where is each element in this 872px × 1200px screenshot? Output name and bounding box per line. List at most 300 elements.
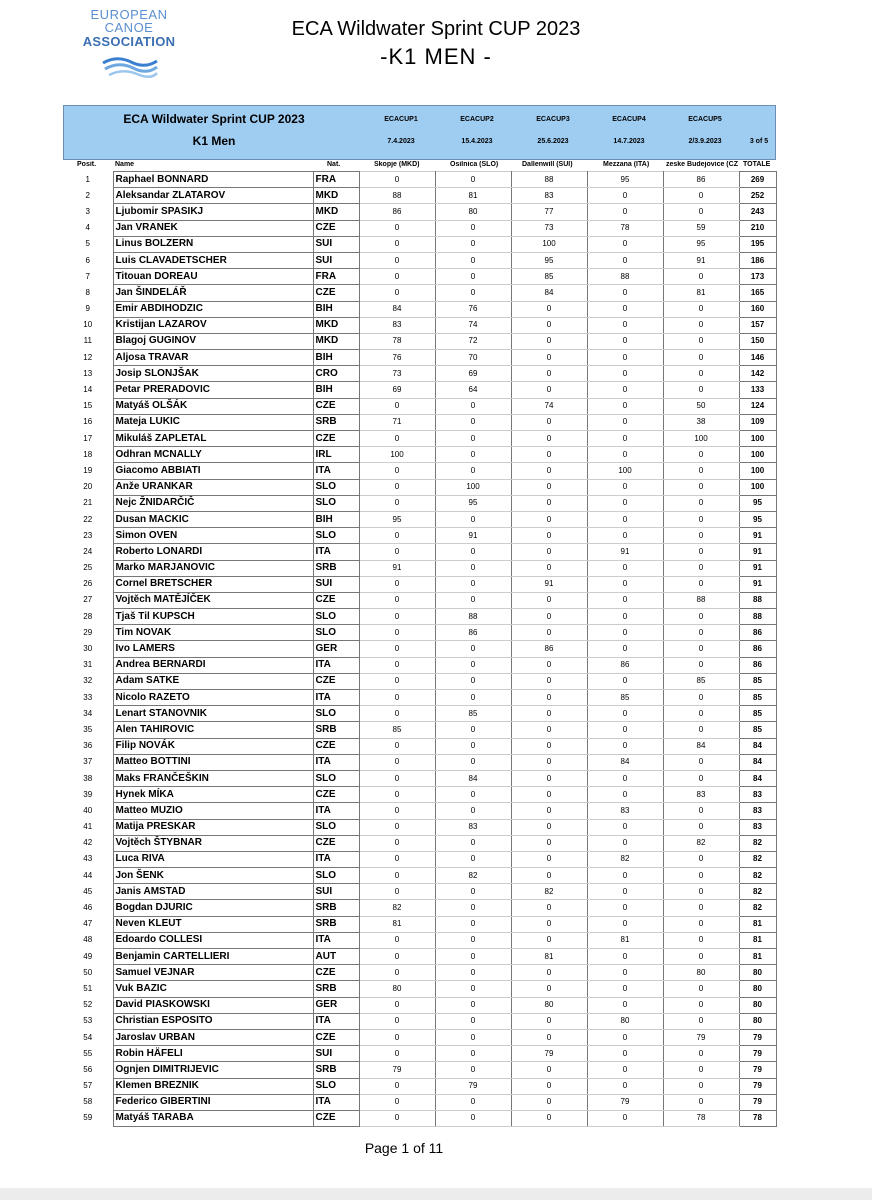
osilnica-points-cell: 0 — [435, 997, 511, 1013]
budejovice-points-cell: 0 — [663, 657, 739, 673]
total-points-cell: 91 — [739, 528, 776, 544]
position-cell: 8 — [63, 285, 113, 301]
table-row — [63, 625, 776, 641]
table-row — [63, 269, 776, 285]
total-points-cell: 95 — [739, 495, 776, 511]
athlete-name-cell: Klemen BREZNIK — [113, 1078, 313, 1094]
position-cell: 21 — [63, 495, 113, 511]
athlete-name-cell: Jan ŠINDELÁŘ — [113, 285, 313, 301]
total-points-cell: 80 — [739, 981, 776, 997]
logo-line-european: EUROPEAN — [90, 7, 168, 22]
mezzana-points-cell: 0 — [587, 301, 663, 317]
nation-cell: SLO — [313, 609, 359, 625]
skopje-points-cell: 0 — [359, 1029, 435, 1045]
column-headers — [63, 160, 776, 171]
dallenwill-points-cell: 0 — [511, 690, 587, 706]
skopje-points-cell: 0 — [359, 220, 435, 236]
mezzana-points-cell: 0 — [587, 252, 663, 268]
dallenwill-points-cell: 0 — [511, 916, 587, 932]
athlete-name-cell: Robin HÄFELI — [113, 1046, 313, 1062]
total-points-cell: 82 — [739, 884, 776, 900]
dallenwill-points-cell: 0 — [511, 495, 587, 511]
total-points-cell: 85 — [739, 690, 776, 706]
mezzana-points-cell: 0 — [587, 495, 663, 511]
mezzana-points-cell: 0 — [587, 1110, 663, 1126]
dallenwill-points-cell: 79 — [511, 1046, 587, 1062]
budejovice-points-cell: 0 — [663, 188, 739, 204]
dallenwill-points-cell: 0 — [511, 1062, 587, 1078]
mezzana-points-cell: 0 — [587, 706, 663, 722]
col-header-budejovice: zeske Budejovice (CZ — [666, 161, 738, 168]
osilnica-points-cell: 82 — [435, 868, 511, 884]
mezzana-points-cell: 0 — [587, 592, 663, 608]
skopje-points-cell: 0 — [359, 398, 435, 414]
dallenwill-points-cell: 0 — [511, 1078, 587, 1094]
dallenwill-points-cell: 0 — [511, 528, 587, 544]
mezzana-points-cell: 0 — [587, 900, 663, 916]
skopje-points-cell: 0 — [359, 592, 435, 608]
osilnica-points-cell: 0 — [435, 738, 511, 754]
mezzana-points-cell: 0 — [587, 981, 663, 997]
mezzana-points-cell: 0 — [587, 333, 663, 349]
osilnica-points-cell: 0 — [435, 965, 511, 981]
osilnica-points-cell: 0 — [435, 285, 511, 301]
osilnica-points-cell: 0 — [435, 511, 511, 527]
mezzana-points-cell: 0 — [587, 625, 663, 641]
total-points-cell: 85 — [739, 722, 776, 738]
total-points-cell: 82 — [739, 851, 776, 867]
dallenwill-points-cell: 0 — [511, 414, 587, 430]
nation-cell: ITA — [313, 657, 359, 673]
mezzana-points-cell: 0 — [587, 479, 663, 495]
osilnica-points-cell: 72 — [435, 333, 511, 349]
table-row — [63, 301, 776, 317]
mezzana-points-cell: 0 — [587, 511, 663, 527]
cup-date: 7.4.2023 — [387, 138, 415, 145]
cup-date: 15.4.2023 — [461, 138, 493, 145]
table-row — [63, 463, 776, 479]
budejovice-points-cell: 0 — [663, 528, 739, 544]
total-points-cell: 173 — [739, 269, 776, 285]
athlete-name-cell: Jan VRANEK — [113, 220, 313, 236]
dallenwill-points-cell: 0 — [511, 787, 587, 803]
table-row — [63, 722, 776, 738]
budejovice-points-cell: 0 — [663, 560, 739, 576]
nation-cell: BIH — [313, 382, 359, 398]
nation-cell: CZE — [313, 787, 359, 803]
athlete-name-cell: Jaroslav URBAN — [113, 1029, 313, 1045]
dallenwill-points-cell: 0 — [511, 382, 587, 398]
skopje-points-cell: 0 — [359, 252, 435, 268]
position-cell: 17 — [63, 431, 113, 447]
mezzana-points-cell: 0 — [587, 1046, 663, 1062]
nation-cell: SUI — [313, 884, 359, 900]
table-row — [63, 1062, 776, 1078]
dallenwill-points-cell: 100 — [511, 236, 587, 252]
mezzana-points-cell: 0 — [587, 576, 663, 592]
mezzana-points-cell: 81 — [587, 932, 663, 948]
athlete-name-cell: Giacomo ABBIATI — [113, 463, 313, 479]
position-cell: 13 — [63, 366, 113, 382]
mezzana-points-cell: 0 — [587, 431, 663, 447]
osilnica-points-cell: 86 — [435, 625, 511, 641]
athlete-name-cell: Matteo BOTTINI — [113, 754, 313, 770]
table-row — [63, 252, 776, 268]
osilnica-points-cell: 0 — [435, 447, 511, 463]
dallenwill-points-cell: 82 — [511, 884, 587, 900]
skopje-points-cell: 0 — [359, 787, 435, 803]
mezzana-points-cell: 86 — [587, 657, 663, 673]
skopje-points-cell: 100 — [359, 447, 435, 463]
athlete-name-cell: David PIASKOWSKI — [113, 997, 313, 1013]
skopje-points-cell: 0 — [359, 673, 435, 689]
dallenwill-points-cell: 0 — [511, 431, 587, 447]
table-row — [63, 431, 776, 447]
nation-cell: ITA — [313, 690, 359, 706]
skopje-points-cell: 0 — [359, 609, 435, 625]
skopje-points-cell: 0 — [359, 1078, 435, 1094]
athlete-name-cell: Maks FRANČEŠKIN — [113, 770, 313, 786]
total-points-cell: 79 — [739, 1046, 776, 1062]
table-row — [63, 1046, 776, 1062]
dallenwill-points-cell: 0 — [511, 625, 587, 641]
budejovice-points-cell: 0 — [663, 851, 739, 867]
col-header-nat: Nat. — [327, 161, 341, 168]
total-points-cell: 91 — [739, 576, 776, 592]
dallenwill-points-cell: 0 — [511, 722, 587, 738]
nation-cell: SLO — [313, 528, 359, 544]
mezzana-points-cell: 0 — [587, 1029, 663, 1045]
mezzana-points-cell: 0 — [587, 673, 663, 689]
total-points-cell: 150 — [739, 333, 776, 349]
position-cell: 33 — [63, 690, 113, 706]
nation-cell: SUI — [313, 1046, 359, 1062]
athlete-name-cell: Petar PRERADOVIC — [113, 382, 313, 398]
athlete-name-cell: Neven KLEUT — [113, 916, 313, 932]
position-cell: 16 — [63, 414, 113, 430]
osilnica-points-cell: 0 — [435, 576, 511, 592]
position-cell: 25 — [63, 560, 113, 576]
athlete-name-cell: Nicolo RAZETO — [113, 690, 313, 706]
skopje-points-cell: 0 — [359, 625, 435, 641]
budejovice-points-cell: 0 — [663, 479, 739, 495]
osilnica-points-cell: 0 — [435, 1029, 511, 1045]
skopje-points-cell: 0 — [359, 1094, 435, 1110]
nation-cell: BIH — [313, 301, 359, 317]
total-points-cell: 91 — [739, 560, 776, 576]
table-row — [63, 528, 776, 544]
athlete-name-cell: Odhran MCNALLY — [113, 447, 313, 463]
table-row — [63, 1094, 776, 1110]
skopje-points-cell: 0 — [359, 431, 435, 447]
athlete-name-cell: Blagoj GUGINOV — [113, 333, 313, 349]
osilnica-points-cell: 83 — [435, 819, 511, 835]
budejovice-points-cell: 85 — [663, 673, 739, 689]
cup-label: ECACUP4 — [612, 116, 646, 123]
athlete-name-cell: Jon ŠENK — [113, 868, 313, 884]
mezzana-points-cell: 88 — [587, 269, 663, 285]
total-points-cell: 81 — [739, 916, 776, 932]
budejovice-points-cell: 0 — [663, 900, 739, 916]
nation-cell: ITA — [313, 754, 359, 770]
table-row — [63, 495, 776, 511]
mezzana-points-cell: 0 — [587, 916, 663, 932]
budejovice-points-cell: 0 — [663, 932, 739, 948]
skopje-points-cell: 73 — [359, 366, 435, 382]
nation-cell: SRB — [313, 560, 359, 576]
osilnica-points-cell: 0 — [435, 851, 511, 867]
athlete-name-cell: Filip NOVÁK — [113, 738, 313, 754]
table-row — [63, 366, 776, 382]
athlete-name-cell: Bogdan DJURIC — [113, 900, 313, 916]
col-header-skopje: Skopje (MKD) — [374, 161, 420, 168]
total-points-cell: 78 — [739, 1110, 776, 1126]
skopje-points-cell: 80 — [359, 981, 435, 997]
position-cell: 27 — [63, 592, 113, 608]
dallenwill-points-cell: 95 — [511, 252, 587, 268]
col-header-osilnica: Osilnica (SLO) — [450, 161, 499, 168]
budejovice-points-cell: 0 — [663, 997, 739, 1013]
total-points-cell: 82 — [739, 835, 776, 851]
athlete-name-cell: Andrea BERNARDI — [113, 657, 313, 673]
skopje-points-cell: 0 — [359, 770, 435, 786]
results-sheet — [63, 105, 776, 1127]
table-row — [63, 236, 776, 252]
skopje-points-cell: 0 — [359, 528, 435, 544]
skopje-points-cell: 0 — [359, 269, 435, 285]
athlete-name-cell: Simon OVEN — [113, 528, 313, 544]
skopje-points-cell: 78 — [359, 333, 435, 349]
dallenwill-points-cell: 0 — [511, 803, 587, 819]
athlete-name-cell: Matteo MUZIO — [113, 803, 313, 819]
budejovice-points-cell: 0 — [663, 495, 739, 511]
bottom-strip — [0, 1188, 872, 1200]
budejovice-points-cell: 95 — [663, 236, 739, 252]
nation-cell: ITA — [313, 851, 359, 867]
cup-label: ECACUP2 — [460, 116, 494, 123]
nation-cell: SUI — [313, 236, 359, 252]
athlete-name-cell: Christian ESPOSITO — [113, 1013, 313, 1029]
total-points-cell: 85 — [739, 673, 776, 689]
table-row — [63, 673, 776, 689]
total-points-cell: 269 — [739, 172, 776, 188]
position-cell: 34 — [63, 706, 113, 722]
dallenwill-points-cell: 0 — [511, 1094, 587, 1110]
skopje-points-cell: 86 — [359, 204, 435, 220]
total-points-cell: 79 — [739, 1029, 776, 1045]
table-row — [63, 172, 776, 188]
total-points-cell: 86 — [739, 657, 776, 673]
skopje-points-cell: 0 — [359, 738, 435, 754]
nation-cell: ITA — [313, 544, 359, 560]
total-points-cell: 80 — [739, 1013, 776, 1029]
position-cell: 12 — [63, 350, 113, 366]
skopje-points-cell: 0 — [359, 803, 435, 819]
total-points-cell: 88 — [739, 592, 776, 608]
mezzana-points-cell: 0 — [587, 204, 663, 220]
skopje-points-cell: 0 — [359, 657, 435, 673]
total-points-cell: 100 — [739, 479, 776, 495]
table-row — [63, 285, 776, 301]
position-cell: 53 — [63, 1013, 113, 1029]
osilnica-points-cell: 0 — [435, 932, 511, 948]
position-cell: 32 — [63, 673, 113, 689]
athlete-name-cell: Aljosa TRAVAR — [113, 350, 313, 366]
budejovice-points-cell: 88 — [663, 592, 739, 608]
dallenwill-points-cell: 0 — [511, 932, 587, 948]
budejovice-points-cell: 0 — [663, 333, 739, 349]
dallenwill-points-cell: 88 — [511, 172, 587, 188]
budejovice-points-cell: 0 — [663, 1013, 739, 1029]
dallenwill-points-cell: 0 — [511, 770, 587, 786]
table-row — [63, 835, 776, 851]
total-points-cell: 84 — [739, 770, 776, 786]
sheet-subtitle: K1 Men — [192, 134, 236, 148]
nation-cell: SLO — [313, 819, 359, 835]
position-cell: 7 — [63, 269, 113, 285]
skopje-points-cell: 85 — [359, 722, 435, 738]
results-table — [63, 171, 777, 1127]
osilnica-points-cell: 0 — [435, 787, 511, 803]
mezzana-points-cell: 0 — [587, 884, 663, 900]
position-cell: 1 — [63, 172, 113, 188]
mezzana-points-cell: 0 — [587, 641, 663, 657]
nation-cell: FRA — [313, 172, 359, 188]
dallenwill-points-cell: 0 — [511, 447, 587, 463]
col-header-dallenwill: Dallenwill (SUI) — [522, 161, 573, 168]
table-row — [63, 1110, 776, 1126]
osilnica-points-cell: 100 — [435, 479, 511, 495]
nation-cell: GER — [313, 997, 359, 1013]
osilnica-points-cell: 81 — [435, 188, 511, 204]
nation-cell: FRA — [313, 269, 359, 285]
nation-cell: SLO — [313, 1078, 359, 1094]
total-points-cell: 160 — [739, 301, 776, 317]
cup-label: ECACUP1 — [384, 116, 418, 123]
mezzana-points-cell: 85 — [587, 690, 663, 706]
athlete-name-cell: Josip SLONJŠAK — [113, 366, 313, 382]
nation-cell: CZE — [313, 220, 359, 236]
dallenwill-points-cell: 0 — [511, 851, 587, 867]
mezzana-points-cell: 0 — [587, 188, 663, 204]
mezzana-points-cell: 0 — [587, 382, 663, 398]
mezzana-points-cell: 91 — [587, 544, 663, 560]
skopje-points-cell: 0 — [359, 641, 435, 657]
mezzana-points-cell: 0 — [587, 738, 663, 754]
table-row — [63, 997, 776, 1013]
position-cell: 36 — [63, 738, 113, 754]
position-cell: 22 — [63, 511, 113, 527]
nation-cell: CZE — [313, 738, 359, 754]
budejovice-points-cell: 0 — [663, 770, 739, 786]
dallenwill-points-cell: 0 — [511, 511, 587, 527]
position-cell: 28 — [63, 609, 113, 625]
osilnica-points-cell: 69 — [435, 366, 511, 382]
mezzana-points-cell: 0 — [587, 366, 663, 382]
mezzana-points-cell: 0 — [587, 1062, 663, 1078]
budejovice-points-cell: 0 — [663, 754, 739, 770]
budejovice-points-cell: 84 — [663, 738, 739, 754]
athlete-name-cell: Benjamin CARTELLIERI — [113, 949, 313, 965]
nation-cell: SRB — [313, 1062, 359, 1078]
nation-cell: CZE — [313, 398, 359, 414]
nation-cell: MKD — [313, 204, 359, 220]
skopje-points-cell: 0 — [359, 495, 435, 511]
skopje-points-cell: 0 — [359, 932, 435, 948]
cup-date: 25.6.2023 — [537, 138, 569, 145]
osilnica-points-cell: 91 — [435, 528, 511, 544]
skopje-points-cell: 0 — [359, 172, 435, 188]
nation-cell: BIH — [313, 350, 359, 366]
position-cell: 42 — [63, 835, 113, 851]
budejovice-points-cell: 0 — [663, 382, 739, 398]
total-points-cell: 83 — [739, 787, 776, 803]
mezzana-points-cell: 0 — [587, 965, 663, 981]
osilnica-points-cell: 0 — [435, 592, 511, 608]
nation-cell: MKD — [313, 317, 359, 333]
table-row — [63, 932, 776, 948]
cup-date: 14.7.2023 — [613, 138, 645, 145]
nation-cell: SRB — [313, 722, 359, 738]
skopje-points-cell: 0 — [359, 576, 435, 592]
budejovice-points-cell: 0 — [663, 803, 739, 819]
budejovice-points-cell: 0 — [663, 609, 739, 625]
position-cell: 37 — [63, 754, 113, 770]
position-cell: 26 — [63, 576, 113, 592]
dallenwill-points-cell: 0 — [511, 592, 587, 608]
budejovice-points-cell: 83 — [663, 787, 739, 803]
athlete-name-cell: Luca RIVA — [113, 851, 313, 867]
osilnica-points-cell: 0 — [435, 916, 511, 932]
nation-cell: ITA — [313, 803, 359, 819]
osilnica-points-cell: 0 — [435, 1013, 511, 1029]
budejovice-points-cell: 0 — [663, 1046, 739, 1062]
nation-cell: SRB — [313, 916, 359, 932]
budejovice-points-cell: 0 — [663, 204, 739, 220]
skopje-points-cell: 71 — [359, 414, 435, 430]
cup-label: ECACUP5 — [688, 116, 722, 123]
dallenwill-points-cell: 0 — [511, 609, 587, 625]
table-row — [63, 382, 776, 398]
position-cell: 48 — [63, 932, 113, 948]
athlete-name-cell: Alen TAHIROVIC — [113, 722, 313, 738]
total-points-cell: 83 — [739, 819, 776, 835]
table-row — [63, 204, 776, 220]
osilnica-points-cell: 0 — [435, 641, 511, 657]
skopje-points-cell: 0 — [359, 965, 435, 981]
athlete-name-cell: Adam SATKE — [113, 673, 313, 689]
dallenwill-points-cell: 0 — [511, 544, 587, 560]
athlete-name-cell: Titouan DOREAU — [113, 269, 313, 285]
budejovice-points-cell: 50 — [663, 398, 739, 414]
mezzana-points-cell: 0 — [587, 560, 663, 576]
nation-cell: SLO — [313, 868, 359, 884]
col-header-position: Posit. — [77, 161, 97, 168]
athlete-name-cell: Ivo LAMERS — [113, 641, 313, 657]
nation-cell: AUT — [313, 949, 359, 965]
skopje-points-cell: 0 — [359, 884, 435, 900]
count-label: 3 of 5 — [749, 138, 769, 145]
athlete-name-cell: Vojtěch ŠTYBNAR — [113, 835, 313, 851]
osilnica-points-cell: 0 — [435, 431, 511, 447]
dallenwill-points-cell: 86 — [511, 641, 587, 657]
budejovice-points-cell: 0 — [663, 722, 739, 738]
athlete-name-cell: Dusan MACKIC — [113, 511, 313, 527]
budejovice-points-cell: 100 — [663, 431, 739, 447]
osilnica-points-cell: 95 — [435, 495, 511, 511]
position-cell: 58 — [63, 1094, 113, 1110]
nation-cell: SLO — [313, 495, 359, 511]
